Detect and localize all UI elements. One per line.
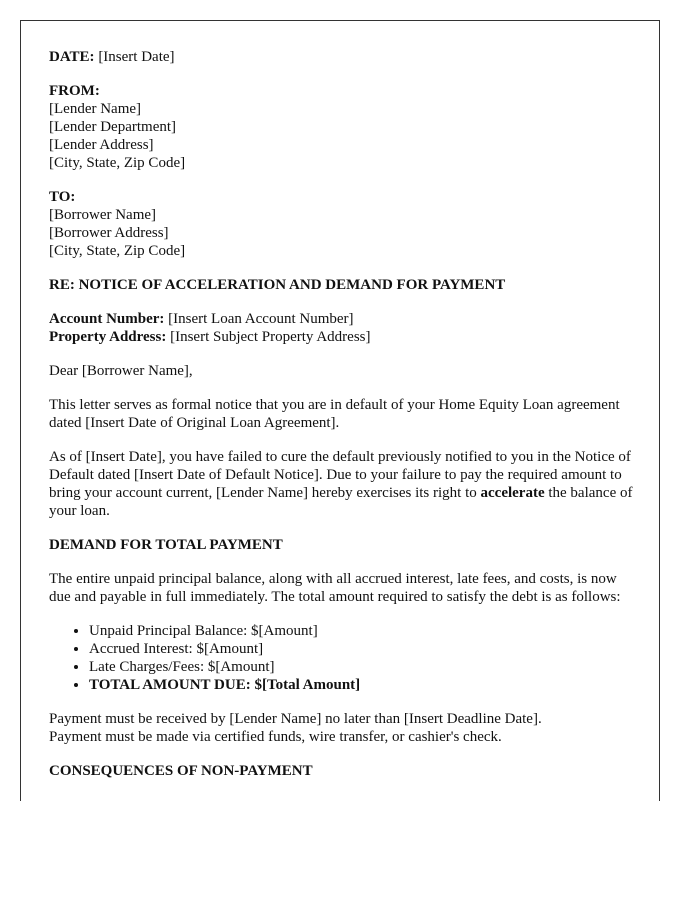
- date-value: [Insert Date]: [94, 49, 175, 65]
- payment-deadline-line: Payment must be received by [Lender Name] no later than [Insert Deadline Date].: [49, 711, 542, 727]
- accelerate-emphasis: accelerate: [480, 485, 545, 501]
- from-city-state-zip: [City, State, Zip Code]: [49, 155, 186, 171]
- to-label: TO:: [49, 189, 76, 205]
- from-lender-department: [Lender Department]: [49, 119, 177, 135]
- from-lender-address: [Lender Address]: [49, 137, 154, 153]
- payment-instructions: [49, 710, 639, 746]
- payment-method-line: Payment must be made via certified funds, wire transfer, or cashier's check.: [49, 729, 502, 745]
- to-city-state-zip: [City, State, Zip Code]: [49, 243, 186, 259]
- property-address-label: Property Address:: [49, 329, 167, 345]
- from-lender-name: [Lender Name]: [49, 101, 142, 117]
- account-number-value: [Insert Loan Account Number]: [164, 311, 354, 327]
- acceleration-tail: the balance of your loan.: [49, 485, 633, 519]
- to-block: [49, 188, 639, 260]
- date-label: DATE:: [49, 49, 95, 65]
- letter-body: [49, 48, 639, 796]
- subject-heading: RE: NOTICE OF ACCELERATION AND DEMAND FOR PAYMENT: [49, 277, 506, 293]
- acceleration-text: As of [Insert Date], you have failed to cure the default previously notified to you in the Notice of Default dated [Insert Date of Default Notice]. Due to your failure to pay the required amount to bring your account current, [Lender Name] hereby exercises its right to: [49, 449, 631, 501]
- amount-item-total: • TOTAL AMOUNT DUE: $[Total Amount]: [89, 676, 639, 694]
- consequences-heading: CONSEQUENCES OF NON-PAYMENT: [49, 763, 313, 779]
- default-notice-paragraph: This letter serves as formal notice that you are in default of your Home Equity Loan agreement dated [Insert Date of Original Loan Agreement].: [49, 397, 620, 431]
- acceleration-paragraph: [49, 448, 639, 520]
- to-borrower-address: [Borrower Address]: [49, 225, 169, 241]
- amount-list: [49, 622, 639, 694]
- account-block: [49, 310, 639, 346]
- from-block: [49, 82, 639, 172]
- property-address-value: [Insert Subject Property Address]: [166, 329, 371, 345]
- account-number-label: Account Number:: [49, 311, 165, 327]
- amount-item-interest: • Accrued Interest: $[Amount]: [89, 640, 639, 658]
- salutation: Dear [Borrower Name],: [49, 363, 193, 379]
- demand-heading: DEMAND FOR TOTAL PAYMENT: [49, 537, 283, 553]
- date-line: [49, 48, 639, 66]
- from-label: FROM:: [49, 83, 100, 99]
- to-borrower-name: [Borrower Name]: [49, 207, 157, 223]
- amount-item-principal: • Unpaid Principal Balance: $[Amount]: [89, 622, 639, 640]
- letter-frame: [20, 20, 660, 801]
- demand-paragraph: The entire unpaid principal balance, along with all accrued interest, late fees, and costs, is now due and payable in full immediately. The total amount required to satisfy the debt is as follows:: [49, 571, 621, 605]
- amount-item-late-fees: • Late Charges/Fees: $[Amount]: [89, 658, 639, 676]
- account-number-line: [49, 310, 639, 328]
- property-address-line: [49, 328, 639, 346]
